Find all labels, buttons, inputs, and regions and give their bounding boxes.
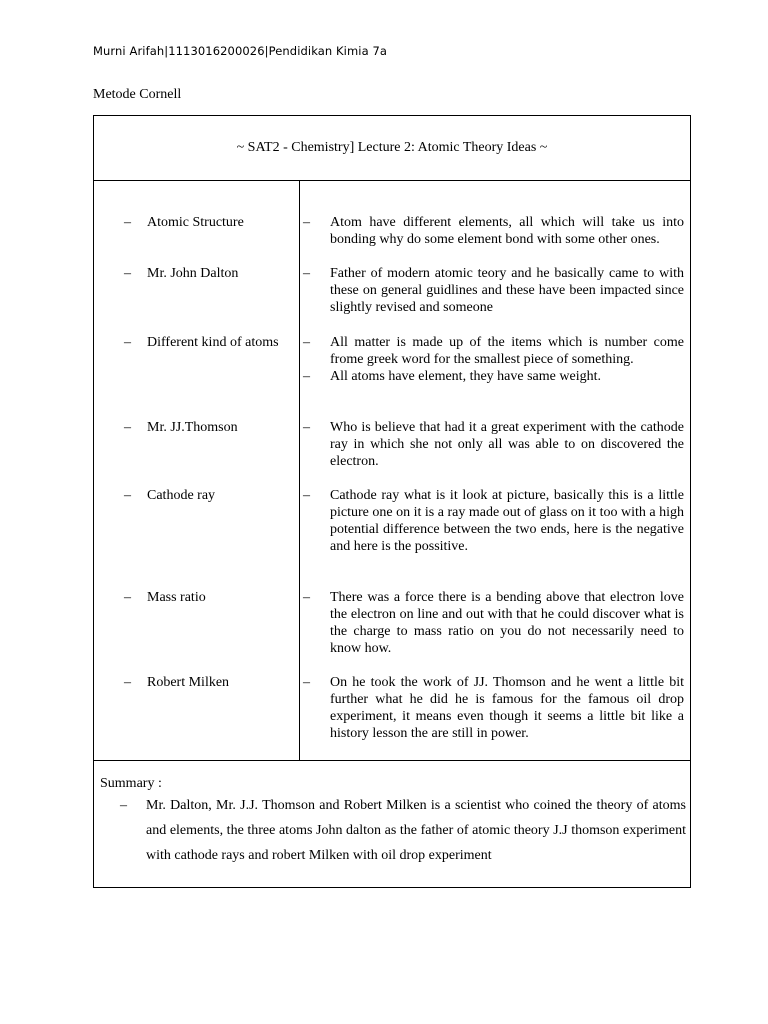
note-text: Father of modern atomic teory and he basically came to with these on general guidlines and these have been impacted since slightly revised and someone (330, 266, 684, 315)
dash-bullet: – (303, 335, 310, 350)
note-paragraph (303, 334, 684, 385)
cue-item (124, 487, 215, 504)
note-paragraph (303, 419, 684, 470)
cue-item (124, 214, 244, 231)
note-text: On he took the work of JJ. Thomson and he went a little bit further what he did he is famous for the famous oil drop experiment, it means even though it seems a little bit like a history lesson the are still in power. (330, 675, 684, 741)
cue-text: Mass ratio (147, 590, 206, 605)
cornell-notes-table (93, 115, 691, 888)
cue-item (124, 674, 229, 691)
summary-label: Summary : (100, 776, 162, 791)
dash-bullet: – (124, 335, 131, 350)
note-paragraph (303, 487, 684, 555)
dash-bullet: – (303, 420, 310, 435)
cue-text: Mr. JJ.Thomson (147, 420, 238, 435)
dash-bullet: – (120, 798, 127, 813)
cue-text: Different kind of atoms (147, 335, 279, 350)
dash-bullet: – (124, 266, 131, 281)
cue-text: Mr. John Dalton (147, 266, 239, 281)
note-text: Atom have different elements, all which will take us into bonding why do some element bond with some other ones. (330, 215, 684, 247)
dash-bullet: – (124, 215, 131, 230)
dash-bullet: – (303, 369, 310, 384)
note-text: All matter is made up of the items which is number come frome greek word for the smallest piece of something. (330, 335, 684, 367)
dash-bullet: – (124, 675, 131, 690)
summary-text: Mr. Dalton, Mr. J.J. Thomson and Robert Milken is a scientist who coined the theory of atoms and elements, the three atoms John dalton as the father of atomic theory J.J thomson experiment with cathode rays and robert Milken with oil drop experiment (146, 798, 686, 863)
author-header: Murni Arifah|1113016200026|Pendidikan Kimia 7a (93, 44, 388, 58)
dash-bullet: – (303, 590, 310, 605)
lecture-title: ~ SAT2 - Chemistry] Lecture 2: Atomic Theory Ideas ~ (94, 116, 690, 181)
note-text: There was a force there is a bending above that electron love the electron on line and out with that he could discover what is the charge to mass ratio on you do not necessarily need to know how. (330, 590, 684, 656)
dash-bullet: – (303, 675, 310, 690)
cue-item (124, 589, 206, 606)
note-text: Who is believe that had it a great experiment with the cathode ray in which she not only all was able to on discovered the electron. (330, 420, 684, 469)
note-paragraph (303, 674, 684, 742)
method-label: Metode Cornell (93, 87, 182, 102)
dash-bullet: – (303, 488, 310, 503)
note-text: All atoms have element, they have same weight. (330, 369, 601, 384)
dash-bullet: – (303, 266, 310, 281)
cue-text: Robert Milken (147, 675, 230, 690)
note-paragraph (303, 589, 684, 657)
column-divider (299, 181, 300, 760)
note-text: Cathode ray what is it look at picture, basically this is a little picture one on it is a ray made out of glass on it too with a high potential difference between the two ends, here is the negative and here is the possitive. (330, 488, 684, 554)
dash-bullet: – (124, 590, 131, 605)
cue-item (124, 265, 238, 282)
cue-item (124, 334, 279, 351)
cue-text: Atomic Structure (147, 215, 244, 230)
note-paragraph (303, 265, 684, 316)
summary-divider (94, 760, 690, 761)
dash-bullet: – (124, 488, 131, 503)
cue-item (124, 419, 238, 436)
cue-text: Cathode ray (147, 488, 216, 503)
dash-bullet: – (303, 215, 310, 230)
note-paragraph (303, 214, 684, 248)
dash-bullet: – (124, 420, 131, 435)
